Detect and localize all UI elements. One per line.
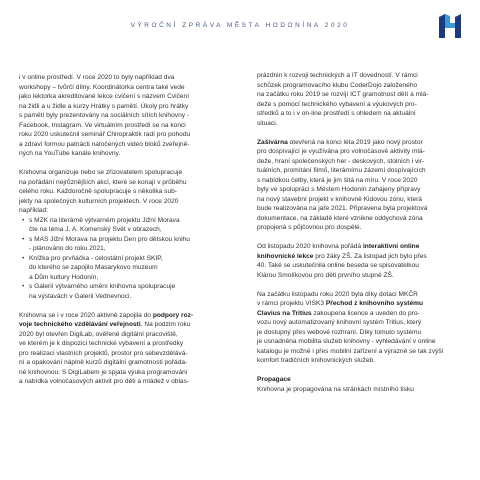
list-item: • s Galerií výtvarného umění knihovna spolupracuje na výstavách v Galerii Vednevnoci. <box>22 283 176 300</box>
projects-list <box>19 216 208 302</box>
list-item: • Knížka pro prvňáčka - celostátní projekt SKIP, do kterého se zapojilo Masarykovo muzeum a Dům kultury Hodonín, <box>22 254 163 281</box>
section-heading: Propagace <box>257 376 291 383</box>
left-paragraph-2: Knihovna organizuje nebo se zřizovatelem spolupracuje na pořádání nejrůznějších akcí, které se konají v průběhu celého roku. Každoročně spolupracuje s několika sub- jekty na společných kulturních projektech. V roce 2020 například: <box>19 169 187 214</box>
list-item: • s MAS Jižní Morava na projektu Den pro dětskou knihu - plánováno do roku 2021, <box>22 235 190 252</box>
right-paragraph-5: Propagace Knihovna je propagována na stránkách místního tisku <box>257 375 446 394</box>
left-paragraph-3: Knihovna se i v roce 2020 aktivně zapojila do podpory roz- voje technického vzdělávání veřejnosti. Na podzim roku 2020 byl otevřen DigiLab, ověřené digitální pracoviště, ve kterém je k dispozici technické vybavení a prostředky pro realizaci vlastních projektů, prostor pro sebevzdělává- ní a opakování náplně kurzů digitální gramotnosti pořáda- né knihovnou. S DigiLabem je spjata výuka programování a nabídka volnočasových aktivit pro děti a mládež v oblas- <box>19 311 194 385</box>
left-paragraph-1: i v online prostředí. V roce 2020 to byly například dva workshopy – tvůrčí dílny. Koordinátorka centra také vede jako lektorka akreditované lekce cvičení s názvem Cvičení na židli a u židle a kurzy Hrátky s pamětí. Úkoly pro hrátky s pamětí byly prezentovány na sociálních sítích knihovny - Facebook, Instagram. Ve virtuálním prostředí se na konci roku 2020 uskutečnil seminář Chiropraktik radí pro pohodu a zdraví formou patnácti natočených video bloků zveřejně- ných na YouTube kanále knihovny. <box>19 74 191 157</box>
right-paragraph-1: prázdnin k rozvoji technických a IT dovedností. V rámci schůzek programovacího klubu CoderDojo založeného na začátku roku 2019 se rozvíjí ICT gramotnost dětí a mlá- deže s pomocí technického vybavení a výukových pro- středků a to i v on-line prostředí s ohledem na aktuální situaci. <box>257 72 429 127</box>
right-paragraph-3: Od listopadu 2020 knihovna pořádá interaktivní online knihovnické lekce pro žáky ZŠ. Za listopad jich bylo přes 40. Také se uskutečnila online beseda se spisovatelkou Klárou Smolíkovou pro děti prvního stupně ZŠ. <box>257 243 427 279</box>
right-column <box>257 71 446 394</box>
report-header: VÝROČNÍ ZPRÁVA MĚSTA HODONÍNA 2020 <box>130 22 350 29</box>
list-item: • s MZK na literárně výtvarném projektu Jižní Morava čte na téma J. A. Komenský Svět v obrazech, <box>22 216 180 233</box>
h-logo-icon <box>437 14 463 38</box>
left-column <box>19 73 208 387</box>
right-paragraph-2: Zašívárna otevřená na konci léta 2019 jako nový prostor pro dospívající je využívána pro volnočasové aktivity mlá- deže, hraní společenských her - deskových, stolních i vir- tuálních, promítání filmů, literárnímu zázemí dospívajících s nabídkou četby, která je jim šitá na míru. V roce 2020 byly ve spolupráci s Městem Hodonín zahájeny přípravy na nový stavební projekt v knihovně Kidovou zónu, která bude realizována na jaře 2021. Připravena byla projektová dokumentace, na základě které vznikne oddychová zóna propojená s půjčovnou pro dospělé. <box>257 138 428 231</box>
right-paragraph-4: Na začátku listopadu roku 2020 byla díky dotaci MKČR v rámci projektu VISK3 Přechod z knihovního systému Clavius na Tritius zakoupena licence a uveden do pro- vozu nový automatizovaný knihovní systém Tritius, který je dostupný přes webové rozhraní. Díky tomuto systému je usnadněna mobilita služeb knihovny - vyhledávání v online katalogu je možné i přes mobilní zařízení a výrazně se tak zvýší komfort tradičních knihovnických služeb. <box>257 290 444 364</box>
